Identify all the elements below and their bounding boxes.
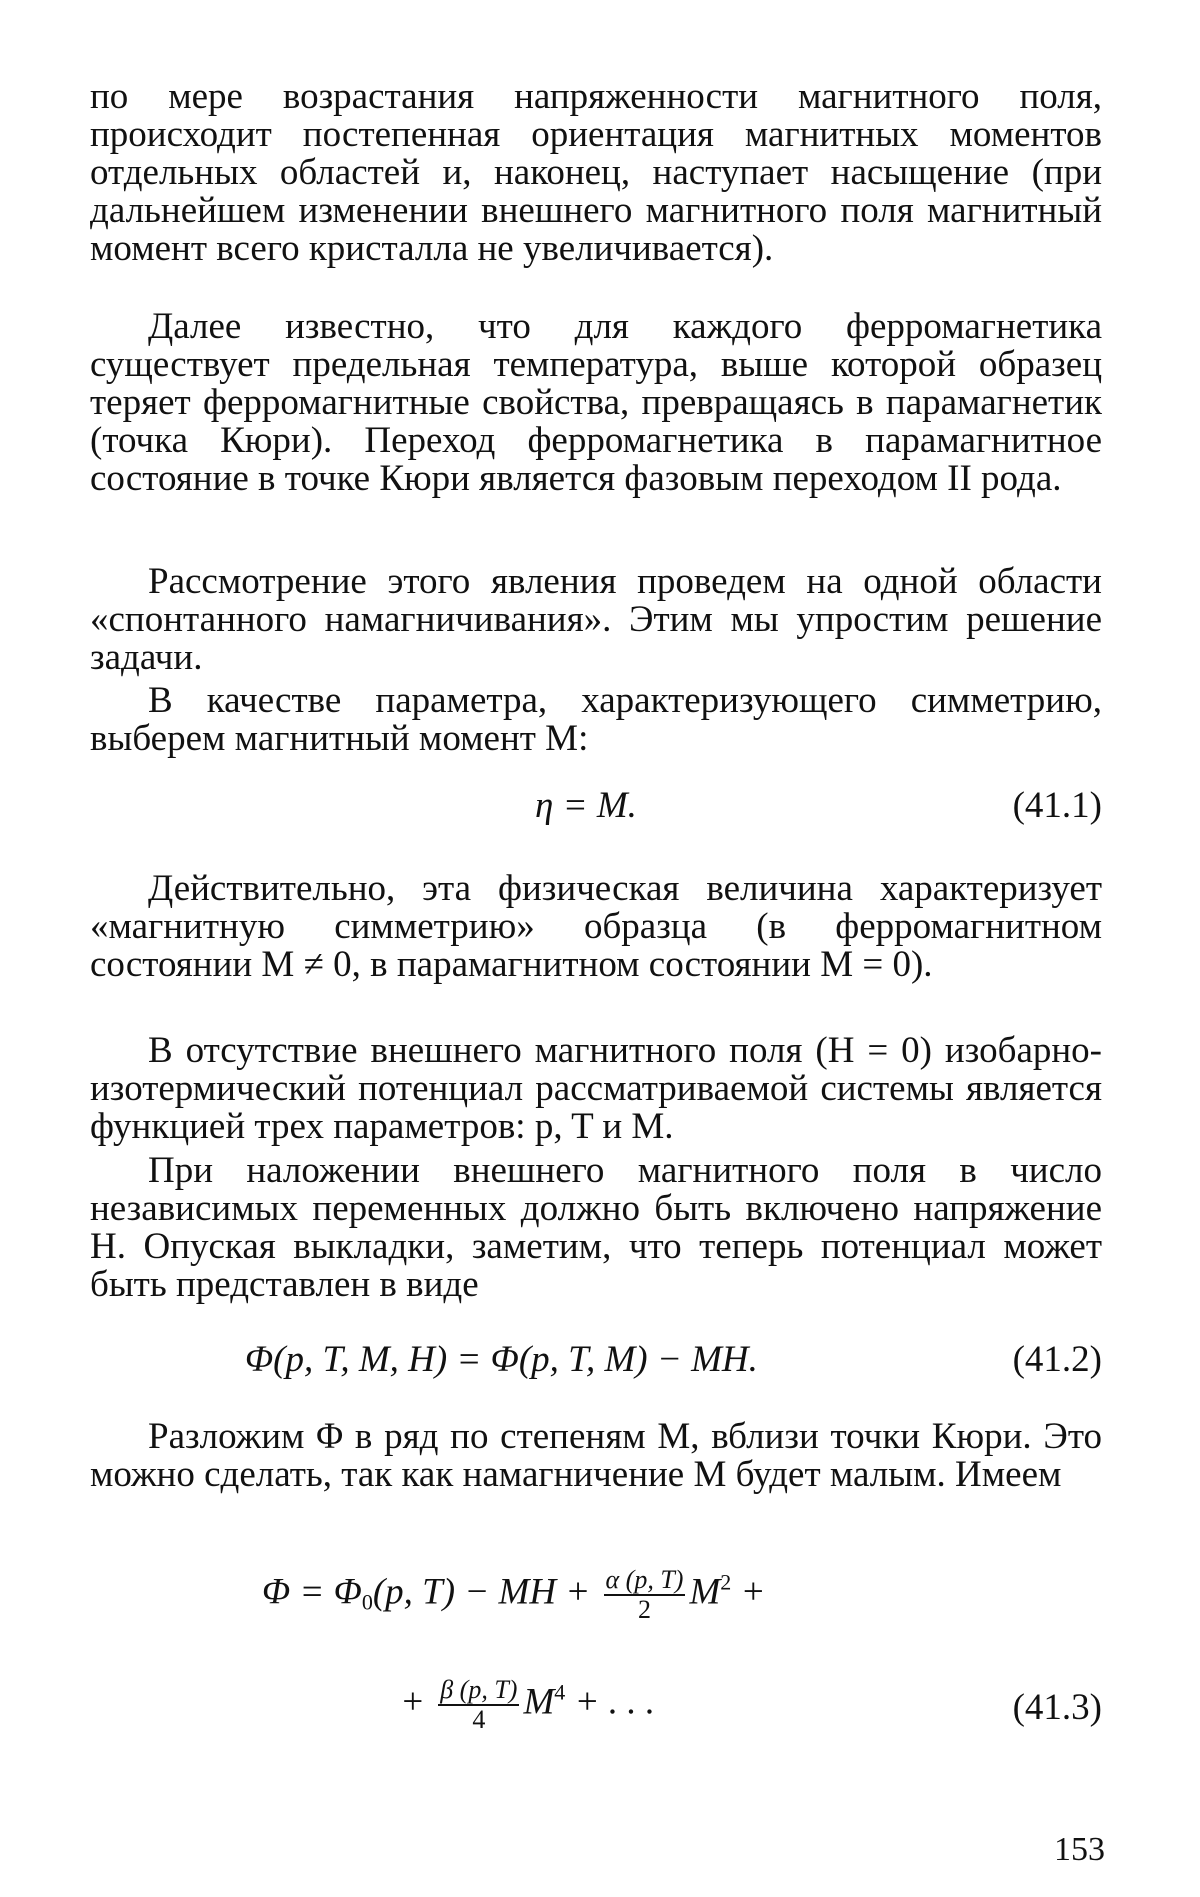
paragraph-4: В качестве параметра, характеризующего симметрию, выберем магнитный момент M:	[90, 680, 1102, 759]
equation-41-2-number: (41.2)	[1012, 1339, 1102, 1380]
eq3-line1-mid: (p, T) − MH +	[372, 1571, 591, 1613]
eq3-beta-numerator: β (p, T)	[440, 1675, 518, 1704]
eq3-m-fourth-base: M	[523, 1681, 555, 1723]
eq3-line1-plus: +	[731, 1571, 766, 1613]
equation-41-1-number: (41.1)	[1012, 785, 1102, 826]
eq3-line2-tail: + . . .	[565, 1681, 655, 1723]
paragraph-1: по мере возрастания напряженности магнитного поля, происходит постепенная ориентация магнитных моментов отдельных областей и, наконец, наступает насыщение (при дальнейшем изменении внешнего магнитного поля магнитный момент всего кристалла не увеличивается).	[90, 76, 1102, 269]
equation-41-2-body: Φ(p, T, M, H) = Φ(p, T, M) − MH.	[245, 1339, 758, 1380]
equation-41-3-number: (41.3)	[1012, 1687, 1102, 1728]
eq3-line2-plus: +	[400, 1681, 425, 1723]
paragraph-7: При наложении внешнего магнитного поля в число независимых переменных должно быть включено напряжение H. Опуская выкладки, заметим, что теперь потенциал может быть представлен в виде	[90, 1150, 1102, 1305]
eq3-fraction-beta	[438, 1676, 519, 1734]
eq3-phi-lhs: Φ = Φ	[262, 1571, 362, 1613]
paragraph-6: В отсутствие внешнего магнитного поля (H = 0) изобарно-изотермический потенциал рассматриваемой системы является функцией трех параметров: p, T и M.	[90, 1030, 1102, 1147]
paragraph-3: Рассмотрение этого явления проведем на одной области «спонтанного намагничивания». Этим мы упростим решение задачи.	[90, 561, 1102, 678]
eq3-fraction-alpha	[604, 1566, 686, 1624]
page-number: 153	[1054, 1831, 1105, 1868]
eq3-alpha-numerator: α (p, T)	[605, 1565, 684, 1594]
eq3-sub-0: 0	[361, 1589, 373, 1615]
paragraph-8: Разложим Φ в ряд по степеням M, вблизи точки Кюри. Это можно сделать, так как намагничение M будет малым. Имеем	[90, 1416, 1102, 1495]
paragraph-2: Далее известно, что для каждого ферромагнетика существует предельная температура, выше которой образец теряет ферромагнитные свойства, превращаясь в парамагнетик (точка Кюри). Переход ферромагнетика в парамагнитное состояние в точке Кюри является фазовым переходом II рода.	[90, 306, 1102, 499]
eq3-sup-2: 2	[720, 1569, 732, 1595]
eq3-m-squared-base: M	[689, 1571, 721, 1613]
paragraph-5: Действительно, эта физическая величина характеризует «магнитную симметрию» образца (в ферромагнитном состоянии M ≠ 0, в парамагнитном состоянии M = 0).	[90, 868, 1102, 985]
equation-41-1-body: η = M.	[535, 785, 637, 826]
eq3-beta-denominator: 4	[472, 1705, 486, 1734]
eq3-alpha-denominator: 2	[637, 1595, 651, 1624]
eq3-sup-4: 4	[554, 1679, 566, 1705]
